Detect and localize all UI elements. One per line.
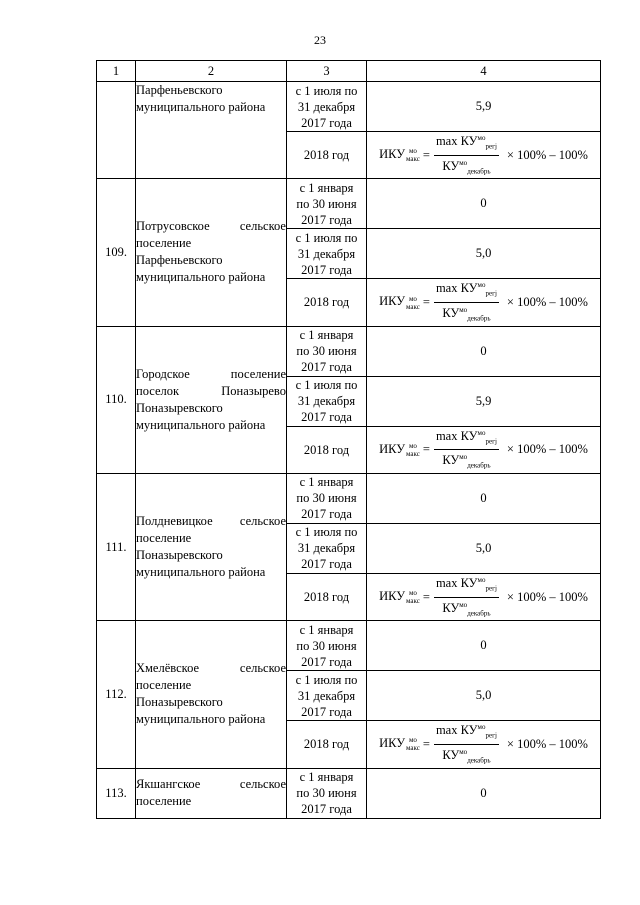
formula-fraction [434,721,499,767]
municipality-name-line: Потрусовское сельское [136,219,286,234]
municipality-name-line: Парфеньевского [136,253,223,268]
municipality-name-line: Полдневицкое сельское [136,514,286,529]
municipality-name-line: Парфеньевского [136,83,223,97]
municipality-name-line: Поназыревского [136,400,223,415]
table-row [97,179,601,229]
municipality-name-line: Хмелёвское сельское [136,661,286,676]
formula-numerator: $\max КУ^{мо}_{регj}$ [434,427,499,451]
row-number: 113. [97,768,136,818]
municipality-name [136,82,287,179]
municipality-name-line: Якшангское сельское [136,777,286,792]
index-value: 5,0 [367,523,601,573]
municipality-name-line: поселение [136,236,192,251]
formula-denominator: $КУ^{мо}_{декабрь}$ [442,305,491,323]
index-value: 0 [367,326,601,376]
period-label: с 1 июля по 31 декабря 2017 года [287,376,367,426]
table-row [97,473,601,523]
column-header: 2 [136,61,287,82]
period-label: 2018 год [287,721,367,768]
index-value: 5,0 [367,671,601,721]
municipality-name [136,326,287,473]
municipality-name-line: Поназыревского [136,548,223,563]
period-label: 2018 год [287,573,367,620]
municipality-name-line: Городское поселение [136,366,286,381]
period-label: с 1 июля по 31 декабря 2017 года [287,229,367,279]
municipality-name [136,621,287,768]
formula-numerator: $\max КУ^{мо}_{регj}$ [434,721,499,745]
formula-tail: × 100% – 100% [506,442,588,457]
period-label: с 1 июля по 31 декабря 2017 года [287,671,367,721]
formula-denominator: $КУ^{мо}_{декабрь}$ [442,747,491,765]
municipality-name [136,768,287,818]
formula-denominator: $КУ^{мо}_{декабрь}$ [442,600,491,618]
formula-lhs: ИКУ мо макс [379,441,420,458]
municipality-name-line: муниципального района [136,712,266,727]
index-formula-cell [367,721,601,768]
formula-numerator: $\max КУ^{мо}_{регj}$ [434,132,499,156]
formula-tail: × 100% – 100% [506,589,588,604]
index-value: 0 [367,473,601,523]
period-label: с 1 января по 30 июня 2017 года [287,768,367,818]
index-formula-cell [367,279,601,326]
row-number: 110. [97,326,136,473]
formula-lhs: ИКУ мо макс [379,736,420,753]
formula-numerator: $\max КУ^{мо}_{регj}$ [434,574,499,598]
index-formula-cell [367,426,601,473]
formula-denominator: $КУ^{мо}_{декабрь}$ [442,158,491,176]
period-label: с 1 июля по 31 декабря 2017 года [287,82,367,132]
period-label: 2018 год [287,279,367,326]
column-header: 3 [287,61,367,82]
tariff-table [96,60,601,819]
index-value: 5,9 [367,376,601,426]
formula [379,132,588,178]
formula-equals: = [422,589,430,604]
index-formula-cell [367,132,601,179]
column-header: 1 [97,61,136,82]
period-label: с 1 января по 30 июня 2017 года [287,326,367,376]
municipality-name-line: поселение [136,531,192,546]
table-row [97,326,601,376]
column-header-row [97,61,601,82]
period-label: с 1 января по 30 июня 2017 года [287,621,367,671]
table-body [97,82,601,819]
table-row [97,82,601,132]
table-row [97,768,601,818]
formula [379,721,588,767]
formula-equals: = [422,442,430,457]
municipality-name-line: муниципального района [136,100,266,114]
municipality-name-line: муниципального района [136,565,266,580]
formula [379,574,588,620]
municipality-name-line: поселок Поназырево [136,383,286,398]
period-label: с 1 января по 30 июня 2017 года [287,179,367,229]
formula-numerator: $\max КУ^{мо}_{регj}$ [434,279,499,303]
municipality-name-line: поселение [136,794,192,809]
formula-tail: × 100% – 100% [506,736,588,751]
formula-lhs: ИКУ мо макс [379,147,420,164]
period-label: с 1 января по 30 июня 2017 года [287,473,367,523]
municipality-name-line: муниципального района [136,270,266,285]
index-value: 5,9 [367,82,601,132]
formula-tail: × 100% – 100% [506,294,588,309]
row-number: 109. [97,179,136,326]
municipality-name-line: поселение [136,678,192,693]
formula-fraction [434,574,499,620]
row-number: 111. [97,473,136,620]
period-label: 2018 год [287,426,367,473]
formula-equals: = [422,147,430,162]
index-value: 0 [367,179,601,229]
period-label: с 1 июля по 31 декабря 2017 года [287,523,367,573]
municipality-name [136,179,287,326]
formula-equals: = [422,736,430,751]
municipality-name [136,473,287,620]
row-number: 112. [97,621,136,768]
formula-fraction [434,132,499,178]
municipality-name-line: Поназыревского [136,695,223,710]
formula-fraction [434,427,499,473]
formula-fraction [434,279,499,325]
period-label: 2018 год [287,132,367,179]
row-number [97,82,136,179]
index-value: 5,0 [367,229,601,279]
formula-denominator: $КУ^{мо}_{декабрь}$ [442,453,491,470]
formula-lhs: ИКУ мо макс [379,294,420,311]
municipality-name-line: муниципального района [136,417,266,432]
column-header: 4 [367,61,601,82]
formula [379,427,588,473]
formula-equals: = [422,294,430,309]
page-number: 23 [314,33,326,47]
formula-tail: × 100% – 100% [506,147,588,162]
index-formula-cell [367,573,601,620]
index-value: 0 [367,768,601,818]
table-row [97,621,601,671]
index-value: 0 [367,621,601,671]
formula-lhs: ИКУ мо макс [379,589,420,606]
formula [379,279,588,325]
